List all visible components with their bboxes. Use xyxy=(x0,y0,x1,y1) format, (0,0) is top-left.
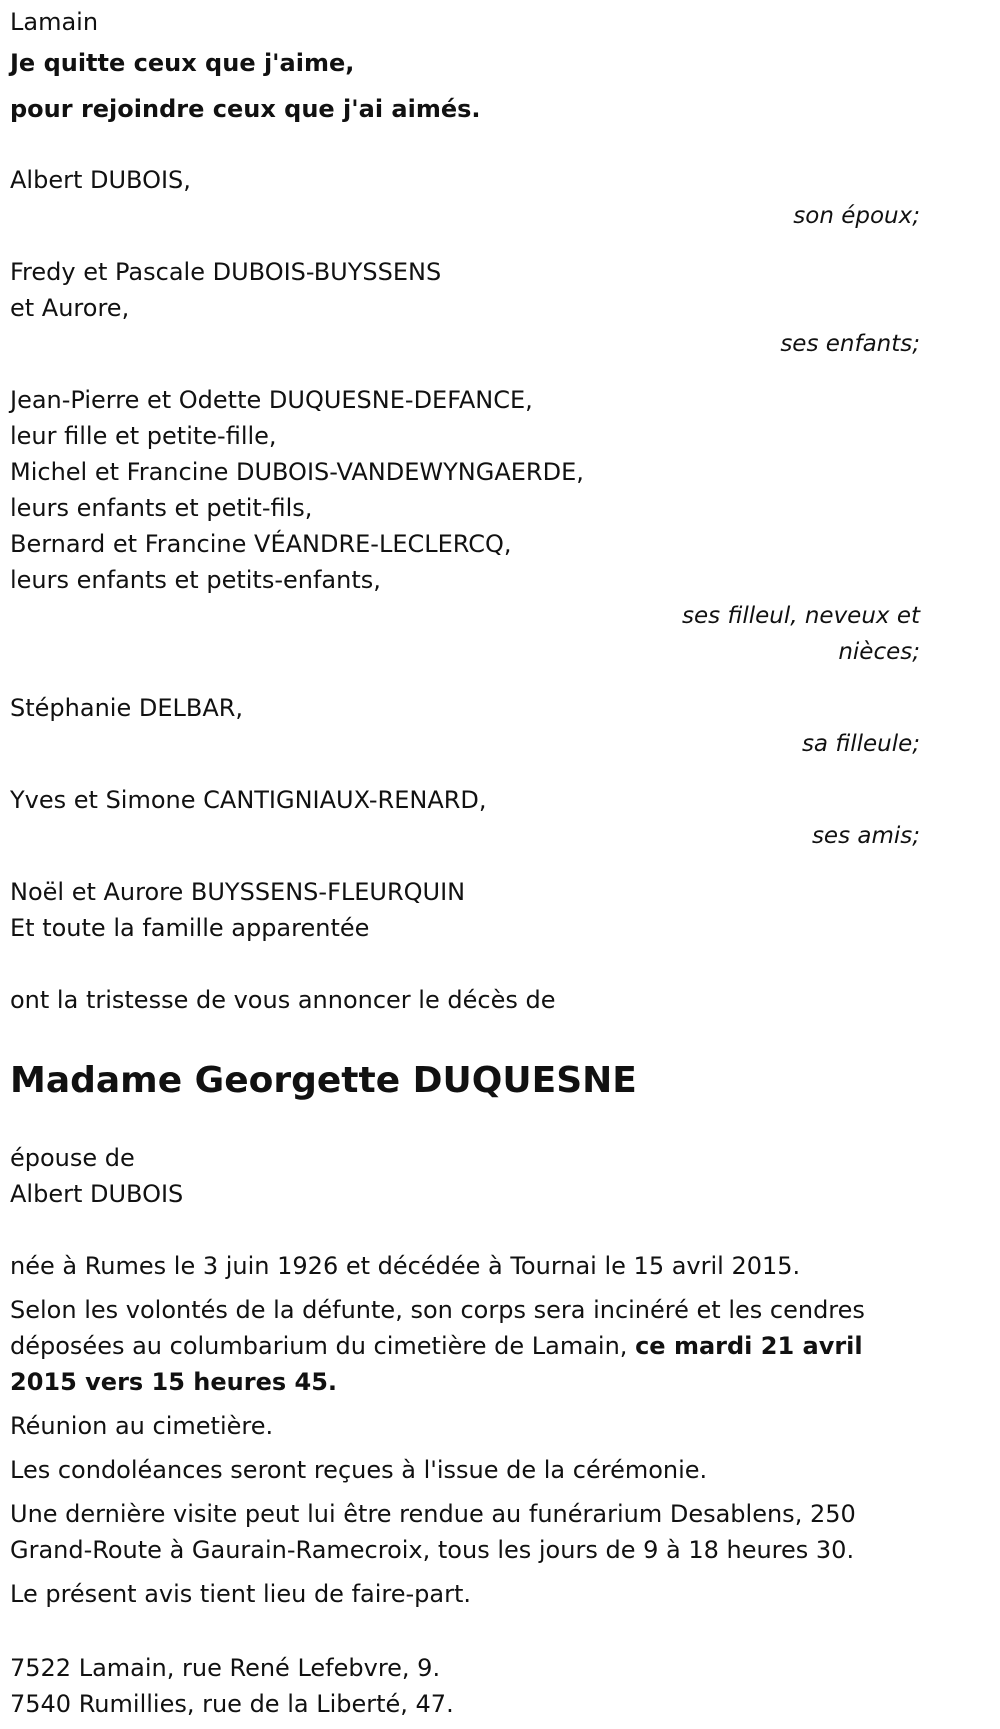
relation-label: sa filleule; xyxy=(801,731,920,757)
announcement-text: ont la tristesse de vous annoncer le décès de xyxy=(10,986,556,1014)
ceremony-text-line-2 xyxy=(10,1328,920,1364)
family-line: Jean-Pierre et Odette DUQUESNE-DEFANCE, xyxy=(10,386,533,414)
family-line: Albert DUBOIS, xyxy=(10,166,191,194)
deceased-name: Madame Georgette DUQUESNE xyxy=(10,1060,637,1101)
quote-line-2: pour rejoindre ceux que j'ai aimés. xyxy=(10,95,481,123)
family-group-godchildren xyxy=(10,382,920,670)
family-line: et Aurore, xyxy=(10,294,130,322)
address-line: 7522 Lamain, rue René Lefebvre, 9. xyxy=(10,1654,441,1682)
family-group-others xyxy=(10,874,920,946)
ceremony-text-part: déposées au columbarium du cimetière de Lamain, xyxy=(10,1332,628,1360)
visit-line-2: Grand-Route à Gaurain-Ramecroix, tous les jours de 9 à 18 heures 30. xyxy=(10,1536,855,1564)
notice-text: Le présent avis tient lieu de faire-part. xyxy=(10,1580,472,1608)
ceremony-paragraph xyxy=(10,1292,920,1400)
quote-line-1: Je quitte ceux que j'aime, xyxy=(10,49,355,77)
family-line: Yves et Simone CANTIGNIAUX-RENARD, xyxy=(10,786,487,814)
family-line: leurs enfants et petits-enfants, xyxy=(10,566,381,594)
family-line: Bernard et Francine VÉANDRE-LECLERCQ, xyxy=(10,530,512,558)
relation-label: nièces; xyxy=(838,639,920,665)
ceremony-date-part-1: ce mardi 21 avril xyxy=(635,1332,863,1360)
visit-line-1: Une dernière visite peut lui être rendue au funérarium Desablens, 250 xyxy=(10,1500,856,1528)
spouse-name: Albert DUBOIS xyxy=(10,1180,184,1208)
family-line: Stéphanie DELBAR, xyxy=(10,694,244,722)
ceremony-date-part-2: 2015 vers 15 heures 45. xyxy=(10,1368,338,1396)
family-line: leurs enfants et petit-fils, xyxy=(10,494,313,522)
visit-paragraph xyxy=(10,1496,920,1568)
relation-label: ses amis; xyxy=(811,823,920,849)
family-group-spouse xyxy=(10,162,920,234)
family-group-children xyxy=(10,254,920,362)
spouse-label: épouse de xyxy=(10,1144,135,1172)
relation-label: son époux; xyxy=(793,203,920,229)
family-line: Et toute la famille apparentée xyxy=(10,914,370,942)
place-name: Lamain xyxy=(10,8,99,36)
condolences-text: Les condoléances seront reçues à l'issue de la cérémonie. xyxy=(10,1456,708,1484)
birth-death-text: née à Rumes le 3 juin 1926 et décédée à Tournai le 15 avril 2015. xyxy=(10,1252,801,1280)
relation-label: ses filleul, neveux et xyxy=(682,603,920,629)
family-group-goddaughter xyxy=(10,690,920,762)
family-line: Noël et Aurore BUYSSENS-FLEURQUIN xyxy=(10,878,466,906)
meeting-text: Réunion au cimetière. xyxy=(10,1412,274,1440)
family-line: Michel et Francine DUBOIS-VANDEWYNGAERDE, xyxy=(10,458,584,486)
address-line: 7540 Rumillies, rue de la Liberté, 47. xyxy=(10,1690,454,1718)
ceremony-text-line-1: Selon les volontés de la défunte, son corps sera incinéré et les cendres xyxy=(10,1296,865,1324)
family-line: leur fille et petite-fille, xyxy=(10,422,277,450)
family-line: Fredy et Pascale DUBOIS-BUYSSENS xyxy=(10,258,442,286)
relation-label: ses enfants; xyxy=(780,331,920,357)
family-group-friends xyxy=(10,782,920,854)
